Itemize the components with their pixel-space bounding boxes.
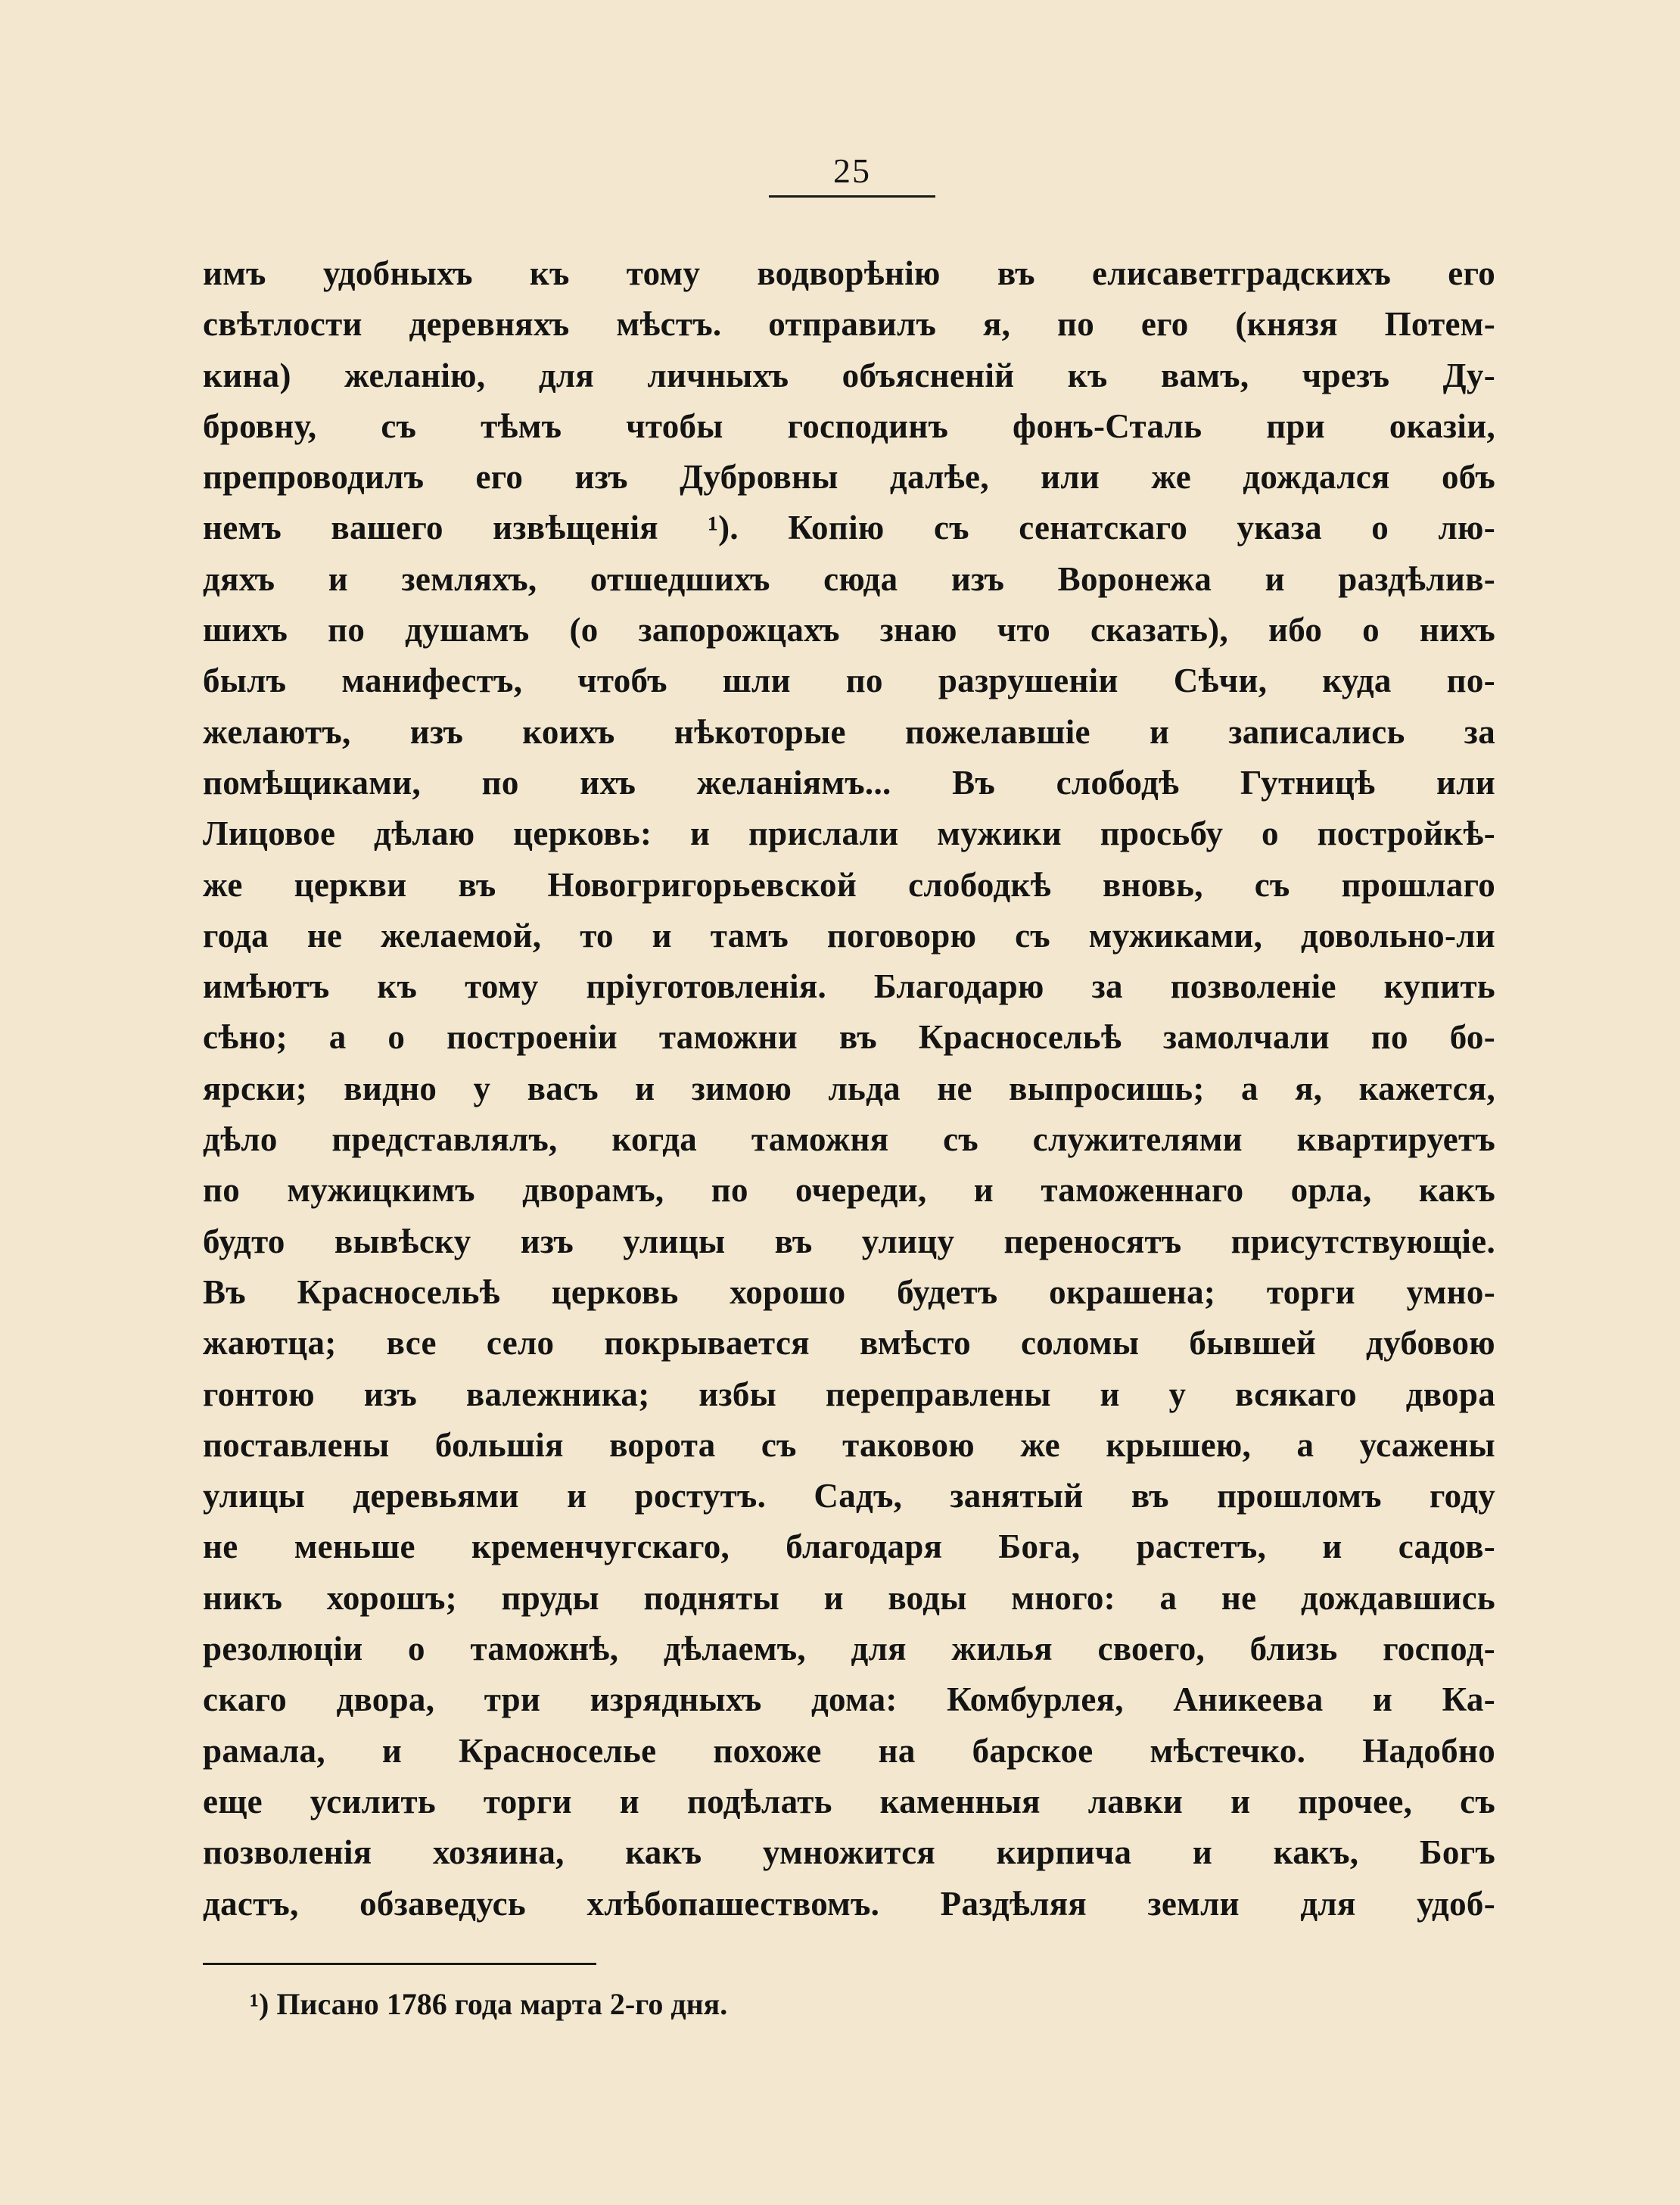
text-line: шихъ по душамъ (о запорожцахъ знаю что сказать), ибо о нихъ bbox=[203, 611, 1495, 649]
text-line: же церкви въ Новогригорьевской слободкѣ вновь, съ прошлаго bbox=[203, 865, 1495, 904]
text-line: дяхъ и земляхъ, отшедшихъ сюда изъ Воронежа и раздѣлив- bbox=[203, 559, 1495, 598]
footnote-text: Писано 1786 года марта 2-го дня. bbox=[276, 1987, 728, 2021]
text-line: кина) желанію, для личныхъ объясненій къ вамъ, чрезъ Ду- bbox=[203, 356, 1495, 394]
text-line: былъ манифестъ, чтобъ шли по разрушеніи Сѣчи, куда по- bbox=[203, 662, 1495, 700]
page-number: 25 bbox=[833, 151, 871, 190]
text-line: дастъ, обзаведусь хлѣбопашествомъ. Раздѣляя земли для удоб- bbox=[203, 1884, 1495, 1923]
text-line: дѣло представлялъ, когда таможня съ служителями квартируетъ bbox=[203, 1120, 1495, 1159]
text-line: скаго двора, три изрядныхъ дома: Комбурлея, Аникеева и Ка- bbox=[203, 1680, 1495, 1719]
text-line: улицы деревьями и ростутъ. Садъ, занятый въ прошломъ году bbox=[203, 1477, 1495, 1515]
text-line: имѣютъ къ тому пріуготовленія. Благодарю за позволеніе купить bbox=[203, 967, 1495, 1006]
text-line: года не желаемой, то и тамъ поговорю съ мужиками, довольно-ли bbox=[203, 916, 1495, 955]
page-number-rule bbox=[769, 195, 935, 198]
text-line: по мужицкимъ дворамъ, по очереди, и таможеннаго орла, какъ bbox=[203, 1171, 1495, 1210]
text-line: еще усилить торги и подѣлать каменныя лавки и прочее, съ bbox=[203, 1782, 1495, 1820]
text-line: будто вывѣску изъ улицы въ улицу переносятъ присутствующіе. bbox=[203, 1222, 1495, 1260]
text-line: препроводилъ его изъ Дубровны далѣе, или же дождался объ bbox=[203, 458, 1495, 497]
text-line: жаютца; все село покрывается вмѣсто соломы бывшей дубовою bbox=[203, 1324, 1495, 1363]
text-line: бровну, съ тѣмъ чтобы господинъ фонъ-Сталь при оказіи, bbox=[203, 406, 1495, 445]
text-line: не меньше кременчугскаго, благодаря Бога, растетъ, и садов- bbox=[203, 1528, 1495, 1566]
text-line: Лицовое дѣлаю церковь: и прислали мужики просьбу о постройкѣ- bbox=[203, 814, 1495, 853]
text-line: ярски; видно у васъ и зимою льда не выпросишь; а я, кажется, bbox=[203, 1069, 1495, 1107]
text-line: имъ удобныхъ къ тому водворѣнію въ елисаветградскихъ его bbox=[203, 254, 1495, 292]
footnote-marker: ¹) bbox=[250, 1987, 269, 2021]
text-line: Въ Красносельѣ церковь хорошо будетъ окрашена; торги умно- bbox=[203, 1272, 1495, 1311]
body-text bbox=[203, 248, 1495, 1929]
footnote-rule bbox=[203, 1963, 596, 1965]
text-line: сѣно; а о построеніи таможни въ Красносельѣ замолчали по бо- bbox=[203, 1018, 1495, 1057]
text-line: свѣтлости деревняхъ мѣстъ. отправилъ я, по его (князя Потем- bbox=[203, 305, 1495, 344]
footnote bbox=[250, 1983, 1461, 2026]
text-line: желаютъ, изъ коихъ нѣкоторые пожелавшіе и записались за bbox=[203, 712, 1495, 751]
text-line: поставлены большія ворота съ таковою же крышею, а усажены bbox=[203, 1425, 1495, 1464]
text-line: рамала, и Красноселье похоже на барское мѣстечко. Надобно bbox=[203, 1731, 1495, 1770]
text-line: позволенія хозяина, какъ умножится кирпича и какъ, Богъ bbox=[203, 1833, 1495, 1872]
text-line: помѣщиками, по ихъ желаніямъ... Въ слободѣ Гутницѣ или bbox=[203, 763, 1495, 802]
text-line: немъ вашего извѣщенія ¹). Копію съ сенатскаго указа о лю- bbox=[203, 509, 1495, 547]
text-line: резолюціи о таможнѣ, дѣлаемъ, для жилья своего, близь господ- bbox=[203, 1630, 1495, 1668]
text-line: никъ хорошъ; пруды подняты и воды много: а не дождавшись bbox=[203, 1578, 1495, 1617]
text-line: гонтою изъ валежника; избы переправлены и у всякаго двора bbox=[203, 1375, 1495, 1413]
